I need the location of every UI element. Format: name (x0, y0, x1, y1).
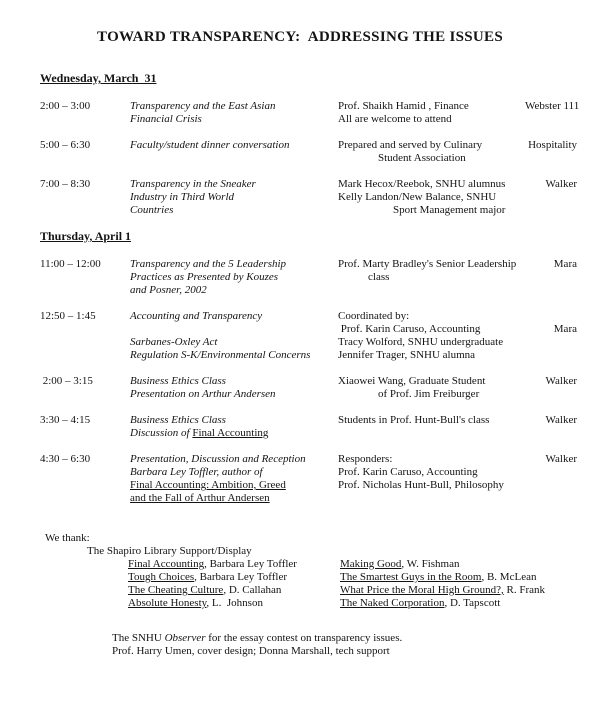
text-segment: Final Accounting (128, 558, 205, 570)
location-cell (525, 139, 577, 165)
text-line (130, 479, 338, 492)
text-line (130, 100, 338, 113)
text-segment: Tracy Wolford, SNHU undergraduate (338, 336, 504, 348)
text-line (338, 113, 525, 126)
text-segment: Barbara Ley Toffler, author of (130, 466, 263, 478)
text-line (338, 466, 525, 479)
text-segment: Presentation on Arthur Andersen (130, 388, 276, 400)
text-segment: What Price the Moral High Ground?, (340, 584, 504, 596)
text-segment: Presentation, Discussion and Reception (130, 453, 306, 465)
book-lists (128, 558, 577, 610)
text-line (130, 271, 338, 284)
text-segment: Regulation S-K/Environmental Concerns (130, 349, 311, 361)
text-line (338, 139, 525, 152)
book-item (340, 597, 577, 610)
schedule-row (40, 258, 577, 297)
library-credit: The Shapiro Library Support/Display (87, 545, 252, 557)
location-cell (525, 100, 580, 126)
text-line (130, 178, 338, 191)
text-line (338, 152, 525, 165)
text-segment: Xiaowei Wang, Graduate Student (338, 375, 486, 387)
text-segment: Responders: (338, 453, 393, 465)
book-list-right (340, 558, 577, 610)
location-label: Walker (545, 178, 577, 190)
text-segment: Making Good (340, 558, 402, 570)
text-line (130, 310, 338, 323)
presenter-cell (338, 100, 525, 126)
observer-credit (112, 632, 577, 645)
text-segment: Final Accounting: Ambition, Greed (130, 479, 286, 491)
text-segment: Students in Prof. Hunt-Bull's class (338, 414, 490, 426)
text-segment: The Smartest Guys in the Room (340, 571, 482, 583)
text-line (130, 466, 338, 479)
presenter-cell (338, 375, 525, 401)
text-segment: Transparency and the 5 Leadership (130, 258, 287, 270)
event-title-cell (130, 375, 338, 401)
text-segment: Kelly Landon/New Balance, SNHU (338, 191, 497, 203)
presenter-cell (338, 258, 525, 297)
location-cell (525, 258, 577, 297)
text-segment: Business Ethics Class (130, 375, 226, 387)
text-segment: Business Ethics Class (130, 414, 226, 426)
text-segment: Coordinated by: (338, 310, 410, 322)
text-segment: The SNHU (112, 632, 165, 644)
book-item (128, 597, 340, 610)
text-segment: , L. Johnson (206, 597, 263, 609)
event-title-cell (130, 100, 338, 126)
event-title-cell (130, 139, 338, 165)
text-segment: , Barbara Ley Toffler (204, 558, 297, 570)
time-cell: 2:00 – 3:15 (40, 375, 93, 387)
text-segment: Observer (164, 632, 206, 644)
text-line (130, 284, 338, 297)
text-line (338, 414, 525, 427)
book-item (340, 558, 577, 571)
text-segment: and Posner, 2002 (130, 284, 207, 296)
text-segment: R. Frank (503, 584, 545, 596)
event-title-cell (130, 453, 338, 505)
day-heading: Thursday, April 1 (40, 229, 132, 243)
text-segment: Transparency in the Sneaker (130, 178, 256, 190)
text-line (130, 258, 338, 271)
text-segment: Prof. Nicholas Hunt-Bull, Philosophy (338, 479, 504, 491)
text-segment: Sport Management major (393, 204, 506, 216)
day-heading: Wednesday, March 31 (40, 71, 157, 85)
text-line (338, 453, 525, 466)
time-cell: 5:00 – 6:30 (40, 139, 91, 151)
time-cell: 7:00 – 8:30 (40, 178, 91, 190)
text-line (338, 479, 525, 492)
text-segment: Student Association (378, 152, 466, 164)
schedule-row (40, 139, 577, 165)
text-line (338, 191, 525, 204)
location-label: Walker (545, 414, 577, 426)
text-segment: Prepared and served by Culinary (338, 139, 483, 151)
text-segment: , D. Callahan (223, 584, 282, 596)
thanks-section (40, 532, 577, 658)
text-line (338, 375, 525, 388)
text-segment: All are welcome to attend (338, 113, 452, 125)
location-label: Hospitality (528, 139, 577, 151)
footer-credits (112, 632, 577, 658)
text-segment: Sarbanes-Oxley Act (130, 336, 218, 348)
location-cell (525, 178, 577, 217)
text-line (338, 258, 525, 271)
text-line (130, 349, 338, 362)
time-cell: 3:30 – 4:15 (40, 414, 91, 426)
text-segment: Prof. Karin Caruso, Accounting (338, 466, 478, 478)
text-segment: Financial Crisis (130, 113, 202, 125)
presenter-cell (338, 139, 525, 165)
location-label: Webster 111 (525, 100, 580, 112)
location-label: Mara (553, 323, 577, 335)
text-segment: , B. McLean (481, 571, 537, 583)
text-segment: for the essay contest on transparency issues. (205, 632, 403, 644)
text-segment: Accounting and Transparency (130, 310, 263, 322)
time-cell: 2:00 – 3:00 (40, 100, 91, 112)
text-segment: Discussion of (130, 427, 193, 439)
text-segment: Practices as Presented by Kouzes (130, 271, 279, 283)
text-line (338, 388, 525, 401)
text-segment: Jennifer Trager, SNHU alumna (338, 349, 476, 361)
text-line (130, 414, 338, 427)
schedule-sections (40, 71, 580, 505)
text-line (130, 388, 338, 401)
book-item (340, 571, 577, 584)
text-segment: Industry in Third World (130, 191, 235, 203)
text-segment: Prof. Karin Caruso, Accounting (338, 323, 481, 335)
text-line (130, 113, 338, 126)
event-title-cell (130, 258, 338, 297)
event-title-cell (130, 310, 338, 362)
presenter-cell (338, 414, 525, 440)
text-segment: of Prof. Jim Freiburger (378, 388, 480, 400)
day-section (40, 230, 577, 505)
text-segment: Transparency and the East Asian (130, 100, 276, 112)
text-line (130, 336, 338, 349)
schedule-row (40, 310, 577, 362)
document-title: TOWARD TRANSPARENCY: ADDRESSING THE ISSUES (97, 29, 503, 45)
schedule-content (40, 71, 580, 658)
text-line (338, 178, 525, 191)
schedule-row (40, 375, 577, 401)
text-segment: The Naked Corporation (340, 597, 445, 609)
book-item (128, 584, 340, 597)
time-cell: 12:50 – 1:45 (40, 310, 96, 322)
day-section (40, 71, 580, 217)
text-segment: and the Fall of Arthur Andersen (130, 492, 270, 504)
text-segment: , W. Fishman (401, 558, 460, 570)
location-cell (525, 375, 577, 401)
text-segment: Absolute Honesty (128, 597, 207, 609)
presenter-cell (338, 310, 525, 362)
text-line (338, 310, 525, 323)
text-line (130, 204, 338, 217)
text-line (338, 323, 525, 336)
book-item (340, 584, 577, 597)
text-segment: Mark Hecox/Reebok, SNHU alumnus (338, 178, 506, 190)
location-cell (525, 414, 577, 440)
location-label: Walker (545, 375, 577, 387)
book-item (128, 558, 340, 571)
book-list-left (128, 558, 340, 610)
presenter-cell (338, 178, 525, 217)
location-label: Mara (553, 258, 577, 270)
text-line (130, 191, 338, 204)
text-line (130, 427, 338, 440)
schedule-row (40, 178, 577, 217)
text-line (338, 271, 525, 284)
text-segment: Faculty/student dinner conversation (130, 139, 290, 151)
book-item (128, 571, 340, 584)
observer-line (112, 632, 577, 645)
text-segment: Tough Choices (128, 571, 195, 583)
text-segment: The Cheating Culture (128, 584, 224, 596)
text-line (338, 336, 525, 349)
text-segment: Prof. Shaikh Hamid , Finance (338, 100, 469, 112)
schedule-row (40, 100, 580, 126)
location-cell (525, 310, 577, 362)
text-segment: class (368, 271, 390, 283)
location-label: Walker (545, 453, 577, 465)
thanks-intro: We thank: (45, 532, 90, 544)
text-segment: , D. Tapscott (444, 597, 501, 609)
text-segment: Final Accounting (192, 427, 269, 439)
event-title-cell (130, 414, 338, 440)
time-cell: 11:00 – 12:00 (40, 258, 101, 270)
text-line (130, 139, 338, 152)
presenter-cell (338, 453, 525, 505)
location-cell (525, 453, 577, 505)
design-credit: Prof. Harry Umen, cover design; Donna Marshall, tech support (112, 645, 390, 657)
text-segment: , Barbara Ley Toffler (194, 571, 288, 583)
text-line (130, 492, 338, 505)
time-cell: 4:30 – 6:30 (40, 453, 91, 465)
text-line (130, 453, 338, 466)
text-segment: Prof. Marty Bradley's Senior Leadership (338, 258, 517, 270)
text-segment: Countries (130, 204, 174, 216)
text-line (338, 204, 525, 217)
schedule-row (40, 414, 577, 440)
text-line (338, 100, 525, 113)
schedule-row (40, 453, 577, 505)
text-line (338, 349, 525, 362)
event-title-cell (130, 178, 338, 217)
text-line (130, 375, 338, 388)
